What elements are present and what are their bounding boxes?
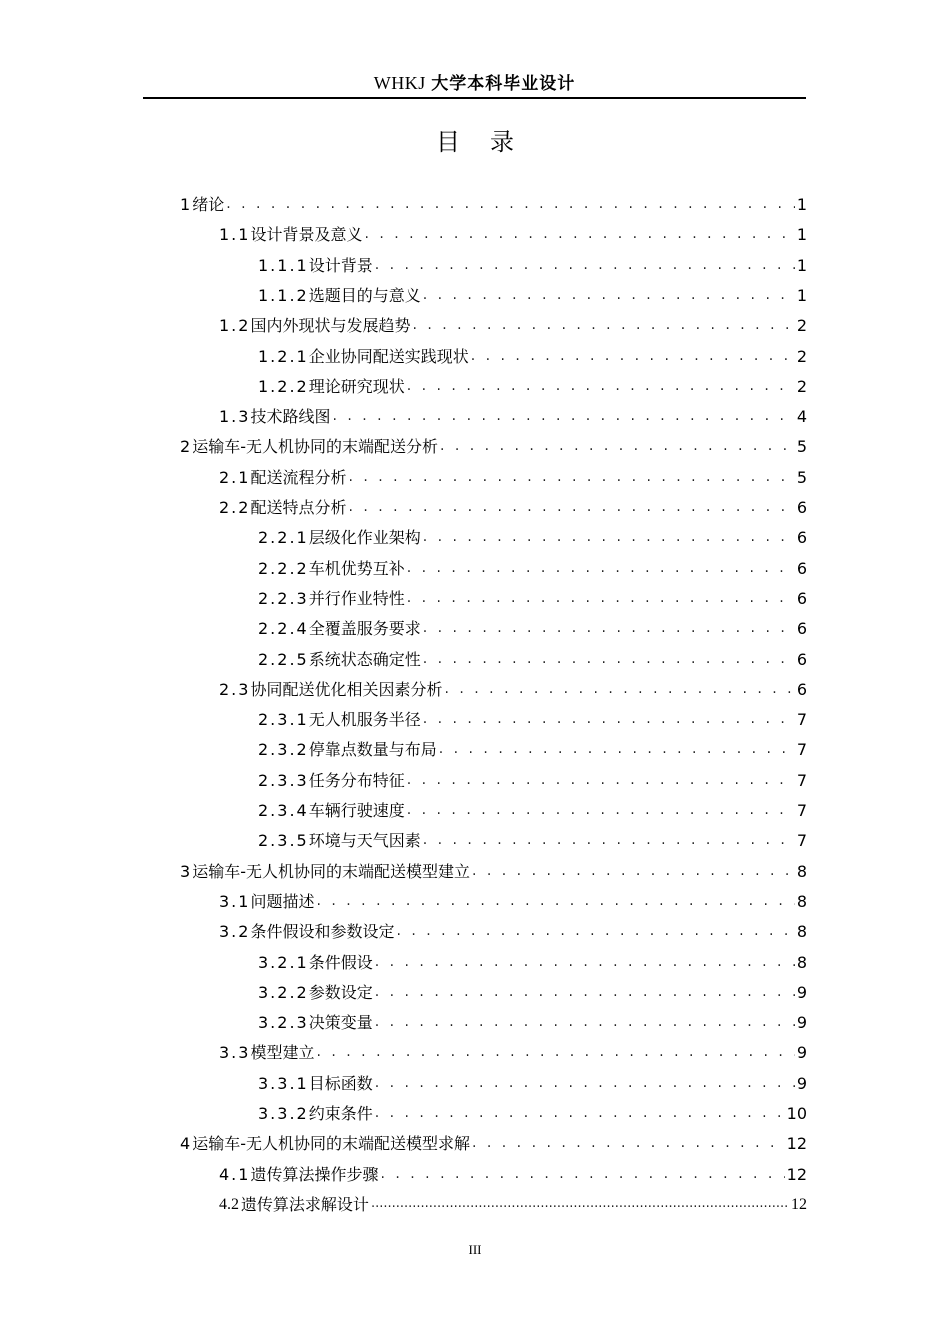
- toc-entry[interactable]: [258, 796, 807, 822]
- toc-entry-number: 2.3.1: [258, 710, 309, 730]
- toc-entry-number: 3.2.2: [258, 982, 309, 1002]
- header-rule: [143, 97, 806, 99]
- toc-entry-title: 运输车-无人机协同的末端配送分析: [192, 437, 438, 457]
- header-latin: WHKJ: [373, 73, 426, 93]
- toc-entry-number: 3.3.2: [258, 1104, 309, 1123]
- toc-entry-title: 全覆盖服务要求: [308, 619, 421, 639]
- toc-dot-leader: [469, 345, 795, 367]
- toc-entry-title: 遗传算法操作步骤: [250, 1164, 379, 1184]
- toc-entry-page: 6: [796, 498, 807, 517]
- toc-entry-page: 6: [796, 619, 807, 639]
- toc-entry-number: 1.3: [219, 407, 251, 427]
- toc-dot-leader: [346, 466, 794, 488]
- toc-entry[interactable]: [258, 735, 807, 761]
- toc-entry-number: 4: [180, 1134, 193, 1154]
- toc-entry-number: 2.2.1: [258, 528, 309, 548]
- toc-entry-number: 1.1.2: [258, 285, 309, 305]
- toc-entry-title: 决策变量: [308, 1013, 373, 1033]
- toc-entry[interactable]: [180, 190, 807, 216]
- toc-entry-number: 3.2.1: [258, 952, 309, 972]
- toc-entry-page: 7: [796, 740, 807, 760]
- toc-dot-leader: [362, 223, 794, 245]
- toc-entry-title: 配送特点分析: [250, 498, 347, 517]
- toc-dot-leader: [421, 648, 795, 670]
- toc-dot-leader: [421, 284, 795, 306]
- toc-entry[interactable]: [219, 1190, 807, 1216]
- toc-entry-title: 层级化作业架构: [308, 528, 421, 548]
- toc-entry-title: 条件假设: [308, 952, 373, 972]
- toc-entry-number: 3.1: [219, 891, 251, 911]
- toc-entry-number: 4.2: [219, 1195, 239, 1213]
- toc-dot-leader: [405, 769, 795, 791]
- toc-entry-title: 目标函数: [308, 1073, 373, 1093]
- toc-entry[interactable]: [258, 978, 807, 1004]
- toc-entry[interactable]: [258, 523, 807, 549]
- toc-entry-title: 绪论: [192, 195, 225, 214]
- toc-dot-leader: [405, 587, 795, 609]
- toc-dot-leader: [410, 314, 794, 336]
- toc-dot-leader: [373, 1072, 795, 1094]
- toc-entry[interactable]: [258, 251, 807, 277]
- toc-entry-number: 2.3.3: [258, 770, 309, 790]
- toc-entry-number: 3.3: [219, 1043, 251, 1063]
- toc-dot-leader: [378, 1163, 784, 1185]
- toc-entry-title: 无人机服务半径: [308, 710, 421, 730]
- toc-entry-page: 2: [796, 346, 807, 366]
- toc-entry[interactable]: [258, 826, 807, 852]
- toc-entry-title: 停靠点数量与布局: [308, 740, 437, 760]
- toc-entry-page: 8: [796, 922, 807, 942]
- toc-entry-number: 3.2: [219, 922, 251, 942]
- toc-entry[interactable]: [258, 281, 807, 307]
- toc-entry-page: 12: [786, 1134, 807, 1154]
- toc-entry-number: 3: [180, 861, 193, 881]
- toc-entry[interactable]: [258, 584, 807, 610]
- toc-entry-title: 企业协同配送实践现状: [308, 346, 469, 366]
- toc-entry[interactable]: [219, 887, 807, 913]
- toc-entry-number: 1.1: [219, 225, 251, 245]
- toc-entry-number: 2.3: [219, 679, 251, 699]
- toc-entry-title: 问题描述: [250, 891, 315, 911]
- page-number: III: [468, 1242, 482, 1257]
- toc-entry-title: 并行作业特性: [308, 588, 405, 608]
- toc-entry-page: 8: [796, 952, 807, 972]
- toc-entry-page: 10: [786, 1104, 807, 1123]
- toc-dot-leader: [373, 1102, 785, 1124]
- toc-entry-number: 2.2: [219, 498, 251, 517]
- toc-entry-page: 2: [796, 316, 807, 336]
- toc-dot-leader: [405, 799, 795, 821]
- toc-entry[interactable]: [258, 1008, 807, 1034]
- toc-entry[interactable]: [180, 432, 807, 458]
- toc-entry[interactable]: [219, 493, 807, 519]
- toc-entry-number: 1.1.1: [258, 255, 309, 275]
- toc-entry-title: 设计背景: [308, 255, 373, 275]
- toc-entry-page: 12: [791, 1195, 807, 1213]
- toc-entry-page: 2: [796, 376, 807, 396]
- toc-entry-title: 参数设定: [308, 982, 373, 1002]
- toc-dot-leader: [369, 1193, 789, 1215]
- toc-entry[interactable]: [219, 1038, 807, 1064]
- toc-entry-number: 1.2: [219, 316, 251, 336]
- toc-entry-page: 9: [796, 1073, 807, 1093]
- toc-entry[interactable]: [219, 463, 807, 489]
- toc-entry-title: 选题目的与意义: [308, 285, 421, 305]
- toc-entry-title: 设计背景及意义: [250, 225, 363, 245]
- toc-entry-page: 5: [796, 437, 807, 457]
- toc-entry[interactable]: [258, 705, 807, 731]
- toc-entry[interactable]: [219, 675, 807, 701]
- toc-entry[interactable]: [219, 220, 807, 246]
- toc-entry[interactable]: [258, 948, 807, 974]
- toc-entry-number: 2.2.4: [258, 619, 309, 639]
- toc-entry-page: 8: [796, 861, 807, 881]
- toc-entry-page: 9: [796, 982, 807, 1002]
- toc-entry[interactable]: [258, 1099, 807, 1125]
- toc-entry[interactable]: [180, 1129, 807, 1155]
- toc-entry-title: 理论研究现状: [308, 376, 405, 396]
- toc-dot-leader: [470, 1132, 785, 1154]
- toc-entry-page: 4: [796, 407, 807, 427]
- toc-entry[interactable]: [180, 857, 807, 883]
- toc-entry-title: 条件假设和参数设定: [250, 922, 395, 942]
- toc-dot-leader: [394, 920, 794, 942]
- toc-dot-leader: [442, 678, 794, 700]
- toc-entry-title: 遗传算法求解设计: [240, 1194, 369, 1214]
- toc-entry-page: 6: [796, 558, 807, 578]
- toc-entry-page: 1: [796, 285, 807, 305]
- toc-dot-leader: [314, 1041, 794, 1063]
- toc-entry-page: 6: [796, 679, 807, 699]
- toc-entry-number: 3.2.3: [258, 1013, 309, 1033]
- toc-entry[interactable]: [219, 917, 807, 943]
- page-header: [143, 70, 806, 96]
- toc-dot-leader: [421, 617, 795, 639]
- toc-entry-title: 技术路线图: [250, 407, 331, 427]
- toc-entry-number: 4.1: [219, 1164, 251, 1184]
- toc-dot-leader: [405, 375, 795, 397]
- toc-dot-leader: [421, 829, 795, 851]
- toc-entry-page: 7: [796, 770, 807, 790]
- toc-entry-number: 2.3.2: [258, 740, 309, 760]
- toc-entry-number: 2.2.2: [258, 558, 309, 578]
- toc-entry-page: 7: [796, 801, 807, 820]
- toc-entry-page: 9: [796, 1013, 807, 1033]
- toc-entry-number: 2.3.4: [258, 801, 309, 820]
- toc-dot-leader: [421, 708, 795, 730]
- toc-entry-page: 7: [796, 831, 807, 851]
- toc-dot-leader: [373, 1011, 795, 1033]
- toc-dot-leader: [346, 496, 794, 518]
- toc-entry-title: 国内外现状与发展趋势: [250, 316, 411, 336]
- toc-entry-title: 任务分布特征: [308, 770, 405, 790]
- toc-entry[interactable]: [219, 311, 807, 337]
- toc-entry-number: 1.2.2: [258, 376, 309, 396]
- toc-entry-title: 约束条件: [308, 1104, 373, 1123]
- toc-dot-leader: [373, 951, 795, 973]
- toc-dot-leader: [405, 557, 795, 579]
- toc-heading: 目录: [436, 128, 544, 156]
- toc-entry-page: 7: [796, 710, 807, 730]
- toc-entry-number: 2.2.5: [258, 649, 309, 669]
- toc-entry-page: 5: [796, 467, 807, 487]
- toc-entry-title: 配送流程分析: [250, 467, 347, 487]
- toc-dot-leader: [373, 254, 795, 276]
- toc-entry-page: 1: [796, 195, 807, 214]
- toc-dot-leader: [314, 890, 794, 912]
- toc-entry-page: 6: [796, 528, 807, 548]
- toc-entry-title: 协同配送优化相关因素分析: [250, 679, 443, 699]
- toc-dot-leader: [437, 738, 795, 760]
- toc-entry-page: 12: [786, 1164, 807, 1184]
- toc-entry-page: 6: [796, 588, 807, 608]
- toc-entry-number: 1: [180, 195, 193, 214]
- toc-entry-title: 环境与天气因素: [308, 831, 421, 851]
- toc-entry[interactable]: [258, 342, 807, 368]
- toc-entry-number: 2.3.5: [258, 831, 309, 851]
- header-title: 大学本科毕业设计: [431, 74, 576, 94]
- toc-entry-page: 8: [796, 891, 807, 911]
- toc-entry-title: 车机优势互补: [308, 558, 405, 578]
- toc-dot-leader: [470, 860, 795, 882]
- toc-dot-leader: [421, 526, 795, 548]
- toc-entry-title: 运输车-无人机协同的末端配送模型求解: [192, 1134, 470, 1154]
- toc-entry-title: 运输车-无人机协同的末端配送模型建立: [192, 861, 470, 881]
- toc-entry[interactable]: [219, 1160, 807, 1186]
- toc-dot-leader: [373, 981, 795, 1003]
- toc-dot-leader: [330, 405, 794, 427]
- toc-entry[interactable]: [258, 614, 807, 640]
- toc-entry-page: 6: [796, 649, 807, 669]
- toc-entry-page: 9: [796, 1043, 807, 1063]
- toc-entry-number: 1.2.1: [258, 346, 309, 366]
- toc-entry-number: 2.2.3: [258, 588, 309, 608]
- toc-entry-title: 模型建立: [250, 1043, 315, 1063]
- toc-entry[interactable]: [258, 372, 807, 398]
- toc-entry-title: 车辆行驶速度: [308, 801, 405, 820]
- toc-entry-number: 2: [180, 437, 193, 457]
- toc-dot-leader: [438, 435, 795, 457]
- toc-entry[interactable]: [219, 402, 807, 428]
- toc-entry[interactable]: [258, 1069, 807, 1095]
- toc-entry-number: 2.1: [219, 467, 251, 487]
- toc-entry[interactable]: [258, 766, 807, 792]
- toc-entry-number: 3.3.1: [258, 1073, 309, 1093]
- toc-entry[interactable]: [258, 554, 807, 580]
- toc-entry-page: 1: [796, 255, 807, 275]
- toc-dot-leader: [224, 193, 795, 215]
- toc-entry-title: 系统状态确定性: [308, 649, 421, 669]
- toc-entry-page: 1: [796, 225, 807, 245]
- toc-entry[interactable]: [258, 645, 807, 671]
